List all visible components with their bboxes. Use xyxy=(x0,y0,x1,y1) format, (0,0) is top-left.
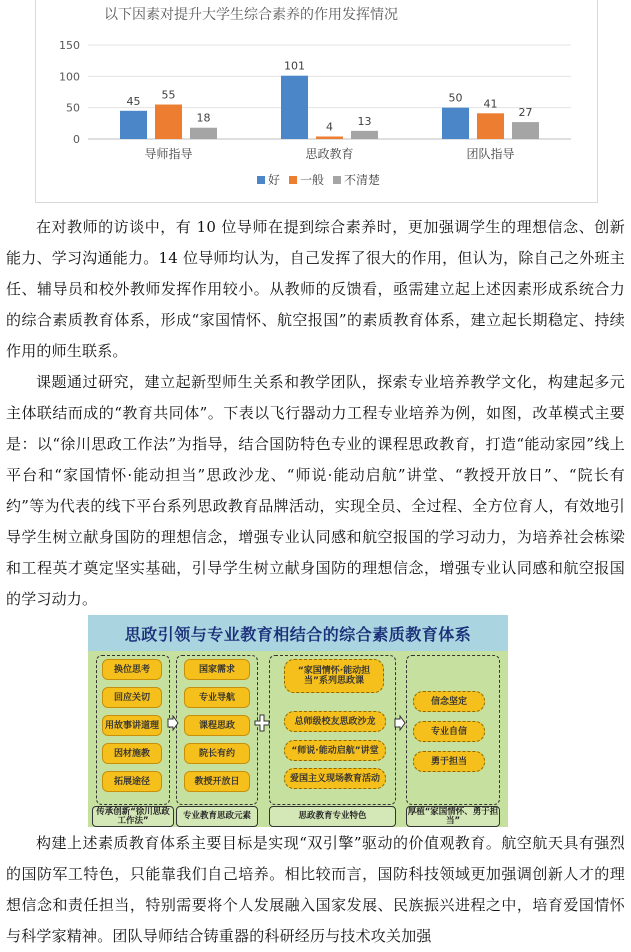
arrow-right-icon xyxy=(394,715,406,731)
education-system-diagram xyxy=(88,615,508,827)
legend-swatch xyxy=(333,176,341,184)
x-tick-label: 思政教育 xyxy=(305,147,354,161)
bar xyxy=(155,105,182,139)
y-tick-label: 50 xyxy=(66,101,80,115)
x-tick-label: 导师指导 xyxy=(144,147,193,161)
data-label: 18 xyxy=(196,111,211,125)
diagram-title: 思政引领与专业教育相结合的综合素质教育体系 xyxy=(124,624,472,644)
legend-entry: 不清楚 xyxy=(344,173,381,187)
data-label: 13 xyxy=(357,114,372,128)
diagram-title-bar xyxy=(88,615,508,651)
diagram-item: 勇于担当 xyxy=(413,751,485,772)
x-tick-label: 团队指导 xyxy=(466,147,515,161)
diagram-item: 院长有约 xyxy=(184,743,250,764)
paragraph-1: 在对教师的访谈中，有 10 位导师在提到综合素养时，更加强调学生的理想信念、创新能力、学习沟通能力。14 位导师均认为，自己发挥了很大的作用，但认为，除自己之外班主任、辅导员和校外教师发挥作用较小。从教师的反馈看，亟需建立起上述因素形成系统合力的综合素质教育体系，形成“家国情怀、航空报国”的素质教育体系，建立起长期稳定、持续作用的师生联系。 xyxy=(6,218,625,360)
diagram-footer-label: 专业教育思政元素 xyxy=(176,806,258,827)
diagram-item: “家国情怀·能动担当”系列思政课 xyxy=(284,659,384,693)
diagram-item: 爱国主义现场教育活动 xyxy=(284,768,386,789)
data-label: 45 xyxy=(126,94,141,108)
y-tick-label: 150 xyxy=(59,39,80,52)
bar xyxy=(442,108,469,139)
paragraph-3: 构建上述素质教育体系主要目标是实现“双引擎”驱动的价值观教育。航空航天具有强烈的国防军工特色，只能靠我们自己培养。相比较而言，国防科技领域更加强调创新人才的理想信念和责任担当，特别需要将个人发展融入国家发展、民族振兴进程之中，培育爱国情怀与科学家精神。团队导师结合铸重器的科研经历与技术攻关加强 xyxy=(6,834,625,945)
data-label: 101 xyxy=(284,59,305,73)
y-tick-label: 100 xyxy=(59,70,80,84)
diagram-item: 因材施教 xyxy=(102,743,162,764)
diagram-footer-label: 传承创新“徐川思政工作法” xyxy=(92,806,174,827)
data-label: 4 xyxy=(326,120,333,134)
bar xyxy=(190,128,217,139)
data-label: 27 xyxy=(518,106,533,120)
legend-entry: 一般 xyxy=(300,173,325,187)
paragraph-2: 课题通过研究，建立起新型师生关系和教学团队，探索专业培养教学文化，构建起多元主体联结而成的“教育共同体”。下表以飞行器动力工程专业培养为例，如图，改革模式主要是：以“徐川思政工作法”为指导，结合国防特色专业的课程思政教育，打造“能动家园”线上平台和“家国情怀·能动担当”思政沙龙、“师说·能动启航”讲堂、“教授开放日”、“院长有约”等为代表的线下平台系列思政教育品牌活动，实现全员、全过程、全方位育人，有效地引导学生树立献身国防的理想信念，增强专业认同感和航空报国的学习动力，为培养社会栋梁和工程英才奠定坚实基础，引导学生树立献身国防的理想信念，增强专业认同感和航空报国的学习动力。 xyxy=(6,373,625,608)
bar xyxy=(477,113,504,139)
diagram-item: 换位思考 xyxy=(102,659,162,680)
diagram-item: 课程思政 xyxy=(184,715,250,736)
diagram-item: 信念坚定 xyxy=(413,691,485,712)
diagram-item: 拓展途径 xyxy=(102,771,162,792)
legend-swatch xyxy=(289,176,297,184)
bar xyxy=(120,111,147,139)
y-tick-label: 0 xyxy=(73,133,80,146)
diagram-item: 总师级校友思政沙龙 xyxy=(284,711,386,732)
legend-entry: 好 xyxy=(268,173,281,187)
diagram-footer-label: 思政教育专业特色 xyxy=(269,806,396,827)
diagram-item: 用故事讲道理 xyxy=(102,715,162,736)
diagram-item: 专业自信 xyxy=(413,721,485,742)
diagram-item: 回应关切 xyxy=(102,687,162,708)
bar xyxy=(316,136,343,139)
diagram-item: 国家需求 xyxy=(184,659,250,680)
arrow-right-icon xyxy=(167,715,179,731)
bar xyxy=(351,131,378,139)
data-label: 55 xyxy=(161,88,176,102)
chart-title: 以下因素对提升大学生综合素养的作用发挥情况 xyxy=(104,7,398,23)
diagram-item: 教授开放日 xyxy=(184,771,250,792)
plus-icon xyxy=(254,714,270,732)
bar xyxy=(281,76,308,139)
diagram-item: 专业导航 xyxy=(184,687,250,708)
bar-chart xyxy=(35,0,598,203)
diagram-footer-label: 厚植“家国情怀、勇于担当” xyxy=(407,806,499,826)
chart-canvas xyxy=(36,0,597,202)
legend-swatch xyxy=(257,176,265,184)
diagram-item: “师说·能动启航”讲堂 xyxy=(284,740,386,761)
bar xyxy=(512,122,539,139)
data-label: 41 xyxy=(483,97,498,111)
data-label: 50 xyxy=(448,91,463,105)
